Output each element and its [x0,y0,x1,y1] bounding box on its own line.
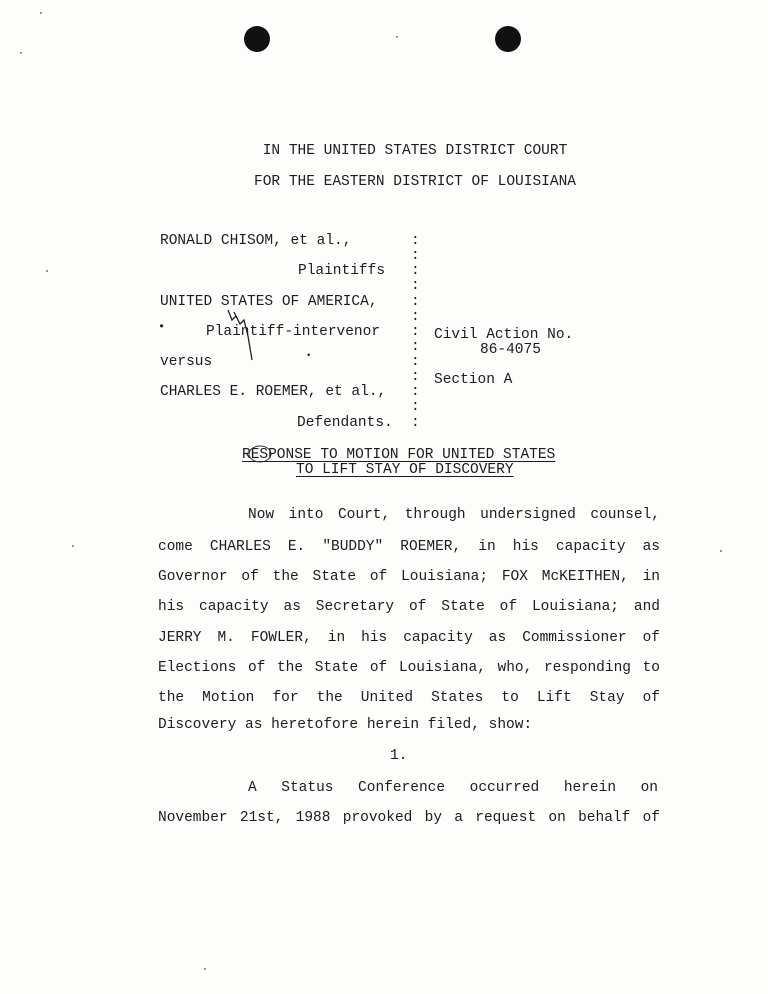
court-header-line2: FOR THE EASTERN DISTRICT OF LOUISIANA [254,174,576,190]
civil-action-label: Civil Action No. [434,327,574,343]
caption-colon: : [411,384,420,400]
caption-colon: : [411,339,420,355]
body-line: come CHARLES E. "BUDDY" ROEMER, in his capacity as [158,539,660,555]
handwritten-mark [222,306,262,366]
body-line: A Status Conference occurred herein on [248,780,658,796]
section-number: 1. [390,748,408,764]
scan-speck [204,968,206,970]
caption-colon: : [411,309,420,325]
civil-action-number: 86-4075 [480,342,541,358]
scan-speck [72,545,74,547]
body-line: Governor of the State of Louisiana; FOX McKEITHEN, in [158,569,660,585]
caption-colon: : [411,399,420,415]
body-line: the Motion for the United States to Lift Stay of [158,690,660,706]
section-label: Section A [434,372,513,388]
handwritten-circle [246,443,274,465]
caption-colon: : [411,233,420,249]
caption-colon: : [411,369,420,385]
document-title-line2: TO LIFT STAY OF DISCOVERY [296,462,514,478]
caption-colon: : [411,415,420,431]
caption-colon: : [411,324,420,340]
body-line: Discovery as heretofore herein filed, show: [158,717,533,733]
plaintiffs-label: Plaintiffs [298,263,386,279]
court-header-line1: IN THE UNITED STATES DISTRICT COURT [262,143,568,159]
scan-speck [20,52,22,54]
defendants-label: Defendants. [297,415,393,431]
caption-colon: : [411,263,420,279]
scan-speck [396,36,398,38]
plaintiffs-name: RONALD CHISOM, et al., [160,233,352,249]
document-title-line1: RESPONSE TO MOTION FOR UNITED STATES [242,447,556,463]
caption-colon: : [411,278,420,294]
scan-speck [720,550,722,552]
body-line: his capacity as Secretary of State of Louisiana; and [158,599,660,615]
bullet-mark: • [158,320,166,334]
body-line: Now into Court, through undersigned counsel, [248,507,660,523]
versus-label: versus [160,354,213,370]
scan-speck [40,12,42,14]
caption-colon: : [411,294,420,310]
body-line: JERRY M. FOWLER, in his capacity as Commissioner of [158,630,660,646]
punch-hole-left [244,26,270,52]
body-line: November 21st, 1988 provoked by a request on behalf of [158,810,660,826]
punch-hole-right [495,26,521,52]
body-line: Elections of the State of Louisiana, who, responding to [158,660,660,676]
defendants-name: CHARLES E. ROEMER, et al., [160,384,387,400]
intervenor-name: UNITED STATES OF AMERICA, [160,294,378,310]
scan-speck [46,270,48,272]
caption-colon: : [411,354,420,370]
dot-mark: • [306,351,312,361]
intervenor-label: Plaintiff-intervenor [206,324,381,340]
caption-colon: : [411,248,420,264]
